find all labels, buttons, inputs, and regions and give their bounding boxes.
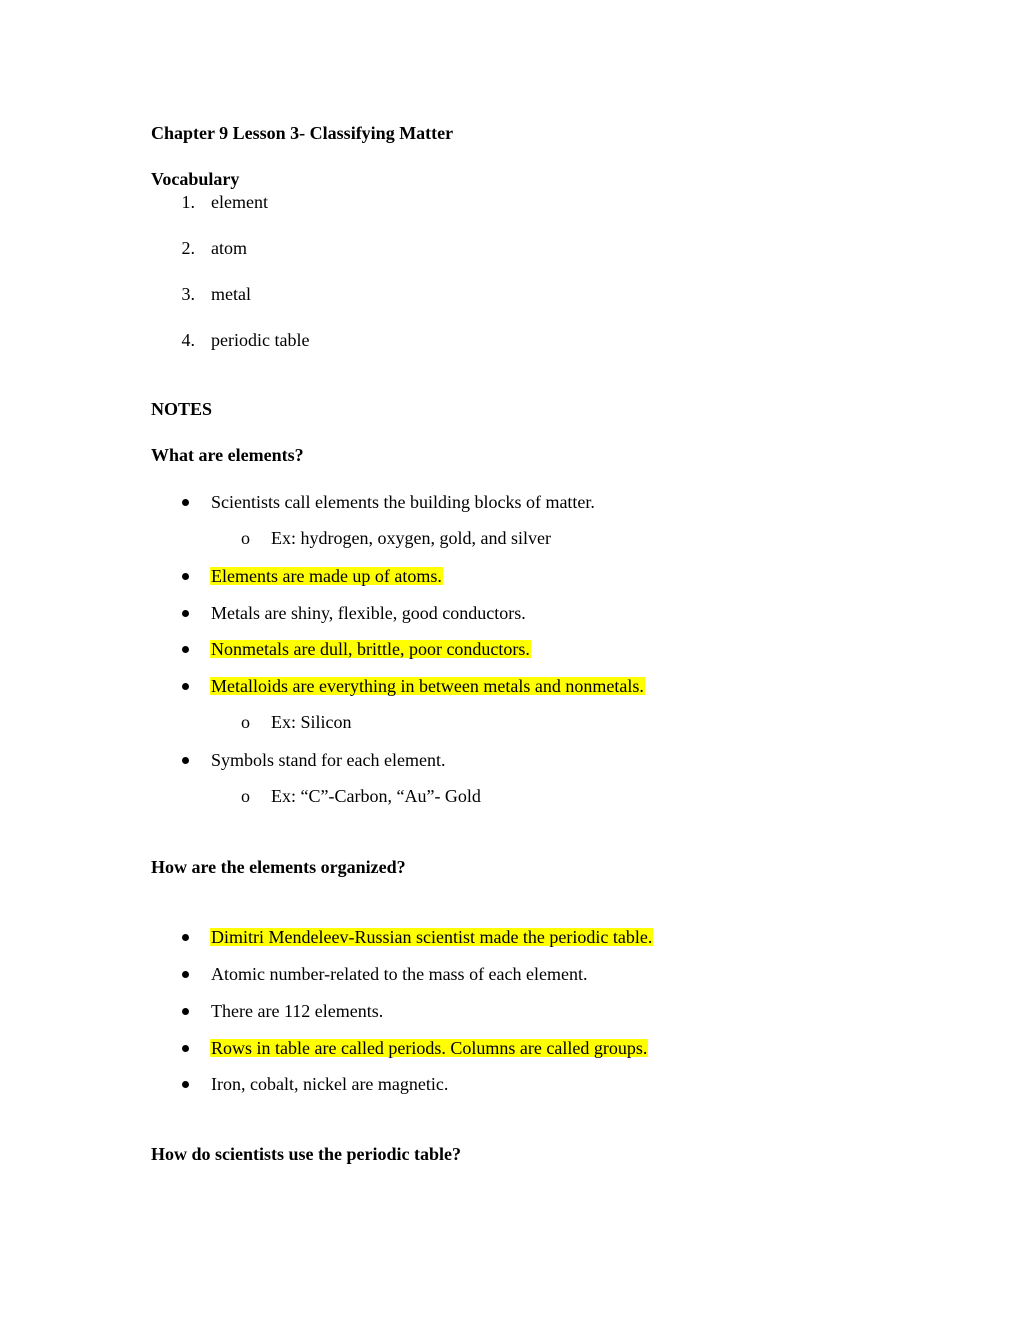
- vocabulary-term: element: [211, 192, 268, 212]
- bullet-icon: [182, 646, 189, 653]
- bullet-text: Atomic number-related to the mass of each element.: [211, 964, 588, 984]
- highlighted-bullet-text: Rows in table are called periods. Columns are called groups.: [211, 1038, 648, 1058]
- bullet-text: Symbols stand for each element.: [211, 750, 446, 770]
- sub-bullet-text: Ex: Silicon: [271, 712, 352, 732]
- section-heading-how-organized: How are the elements organized?: [151, 857, 406, 877]
- vocabulary-term: metal: [211, 284, 251, 304]
- bullet-text: Metals are shiny, flexible, good conductors.: [211, 603, 526, 623]
- sub-bullet-icon: o: [241, 786, 250, 806]
- bullet-icon: [182, 1045, 189, 1052]
- bullet-icon: [182, 757, 189, 764]
- highlighted-bullet-text: Nonmetals are dull, brittle, poor conductors.: [211, 639, 530, 659]
- bullet-icon: [182, 1081, 189, 1088]
- bullet-icon: [182, 499, 189, 506]
- section-heading-what-are-elements: What are elements?: [151, 445, 304, 465]
- bullet-icon: [182, 934, 189, 941]
- sub-bullet-text: Ex: hydrogen, oxygen, gold, and silver: [271, 528, 551, 548]
- bullet-icon: [182, 573, 189, 580]
- bullet-text: Scientists call elements the building blocks of matter.: [211, 492, 595, 512]
- bullet-text: Iron, cobalt, nickel are magnetic.: [211, 1074, 449, 1094]
- vocabulary-number: 4.: [181, 330, 195, 350]
- bullet-icon: [182, 1008, 189, 1015]
- highlighted-bullet-text: Dimitri Mendeleev-Russian scientist made the periodic table.: [211, 927, 653, 947]
- page-title: Chapter 9 Lesson 3- Classifying Matter: [151, 123, 454, 143]
- vocabulary-heading: Vocabulary: [151, 169, 240, 189]
- bullet-text: There are 112 elements.: [211, 1001, 384, 1021]
- highlighted-bullet-text: Elements are made up of atoms.: [211, 566, 442, 586]
- sub-bullet-icon: o: [241, 712, 250, 732]
- bullet-icon: [182, 610, 189, 617]
- vocabulary-number: 2.: [181, 238, 195, 258]
- bullet-icon: [182, 683, 189, 690]
- section-heading-how-use-periodic-table: How do scientists use the periodic table?: [151, 1144, 461, 1164]
- vocabulary-number: 3.: [181, 284, 195, 304]
- sub-bullet-text: Ex: “C”-Carbon, “Au”- Gold: [271, 786, 481, 806]
- highlighted-bullet-text: Metalloids are everything in between metals and nonmetals.: [211, 676, 644, 696]
- notes-heading: NOTES: [151, 399, 213, 419]
- bullet-icon: [182, 971, 189, 978]
- vocabulary-term: periodic table: [211, 330, 310, 350]
- vocabulary-number: 1.: [181, 192, 195, 212]
- sub-bullet-icon: o: [241, 528, 250, 548]
- vocabulary-term: atom: [211, 238, 247, 258]
